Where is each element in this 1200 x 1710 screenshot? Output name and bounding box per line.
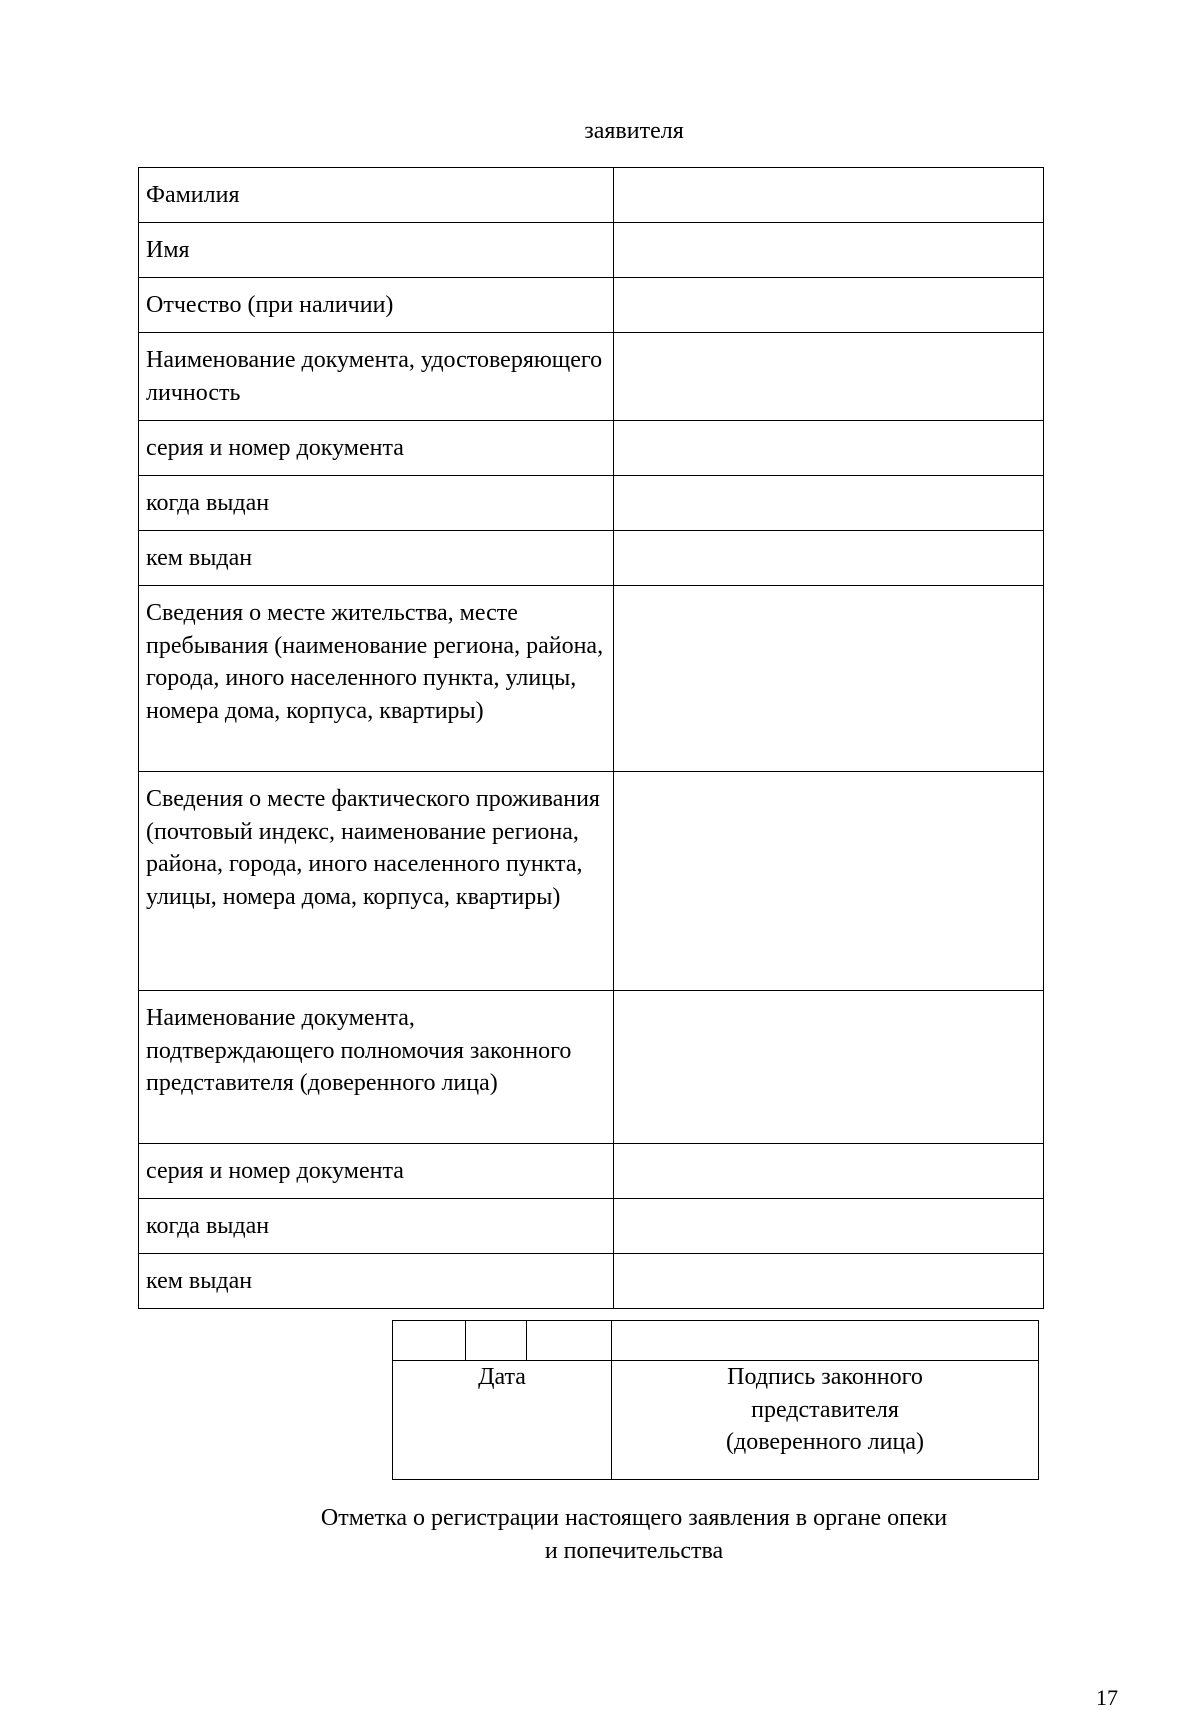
row-value-field[interactable]: [614, 531, 1044, 586]
row-label: Сведения о месте фактического проживания (почтовый индекс, наименование региона, района, города, иного населенного пункта, улицы, номера дома, корпуса, квартиры): [139, 772, 614, 991]
row-value-field[interactable]: [614, 1199, 1044, 1254]
registration-note-line: Отметка о регистрации настоящего заявления в органе опеки: [320, 1505, 948, 1531]
signature-input-row: [393, 1321, 1039, 1361]
signature-label-line: представителя: [751, 1396, 899, 1423]
row-label: серия и номер документа: [139, 421, 614, 476]
page-number: 17: [1096, 1685, 1118, 1710]
signature-caption-row: [393, 1361, 1039, 1480]
row-value-field[interactable]: [614, 168, 1044, 223]
row-label: серия и номер документа: [139, 1144, 614, 1199]
table-row: [139, 991, 1044, 1144]
signature-label: [612, 1361, 1039, 1480]
row-label: кем выдан: [139, 1254, 614, 1309]
signature-label-line: (доверенного лица): [726, 1429, 924, 1455]
table-row: [139, 772, 1044, 991]
row-label: Сведения о месте жительства, месте пребывания (наименование региона, района, города, иного населенного пункта, улицы, номера дома, корпуса, квартиры): [139, 586, 614, 772]
row-label: Фамилия: [139, 168, 614, 223]
row-value-field[interactable]: [614, 772, 1044, 991]
section-heading: заявителя: [584, 118, 684, 144]
row-value-field[interactable]: [614, 991, 1044, 1144]
table-row: [139, 1254, 1044, 1309]
date-month-field[interactable]: [466, 1321, 527, 1361]
table-row: [139, 223, 1044, 278]
applicant-info-table: [138, 167, 1044, 1309]
table-row: [139, 168, 1044, 223]
row-label: Наименование документа, удостоверяющего личность: [139, 333, 614, 421]
row-label: когда выдан: [139, 1199, 614, 1254]
table-row: [139, 1199, 1044, 1254]
table-row: [139, 1144, 1044, 1199]
row-label: кем выдан: [139, 531, 614, 586]
date-day-field[interactable]: [393, 1321, 466, 1361]
row-value-field[interactable]: [614, 278, 1044, 333]
table-row: [139, 586, 1044, 772]
date-year-field[interactable]: [527, 1321, 612, 1361]
table-row: [139, 531, 1044, 586]
row-label: когда выдан: [139, 476, 614, 531]
registration-note-line: и попечительства: [544, 1538, 724, 1564]
table-row: [139, 278, 1044, 333]
row-value-field[interactable]: [614, 223, 1044, 278]
row-label: Отчество (при наличии): [139, 278, 614, 333]
row-label: Наименование документа, подтверждающего полномочия законного представителя (доверенного лица): [139, 991, 614, 1144]
row-value-field[interactable]: [614, 586, 1044, 772]
registration-note: [0, 1502, 1200, 1568]
table-row: [139, 476, 1044, 531]
table-row: [139, 333, 1044, 421]
signature-table: [392, 1320, 1039, 1480]
row-value-field[interactable]: [614, 421, 1044, 476]
row-value-field[interactable]: [614, 1144, 1044, 1199]
row-value-field[interactable]: [614, 1254, 1044, 1309]
row-value-field[interactable]: [614, 476, 1044, 531]
row-label: Имя: [139, 223, 614, 278]
date-label: Дата: [393, 1361, 612, 1480]
table-row: [139, 421, 1044, 476]
signature-field[interactable]: [612, 1321, 1039, 1361]
row-value-field[interactable]: [614, 333, 1044, 421]
signature-label-line: Подпись законного: [727, 1364, 923, 1390]
